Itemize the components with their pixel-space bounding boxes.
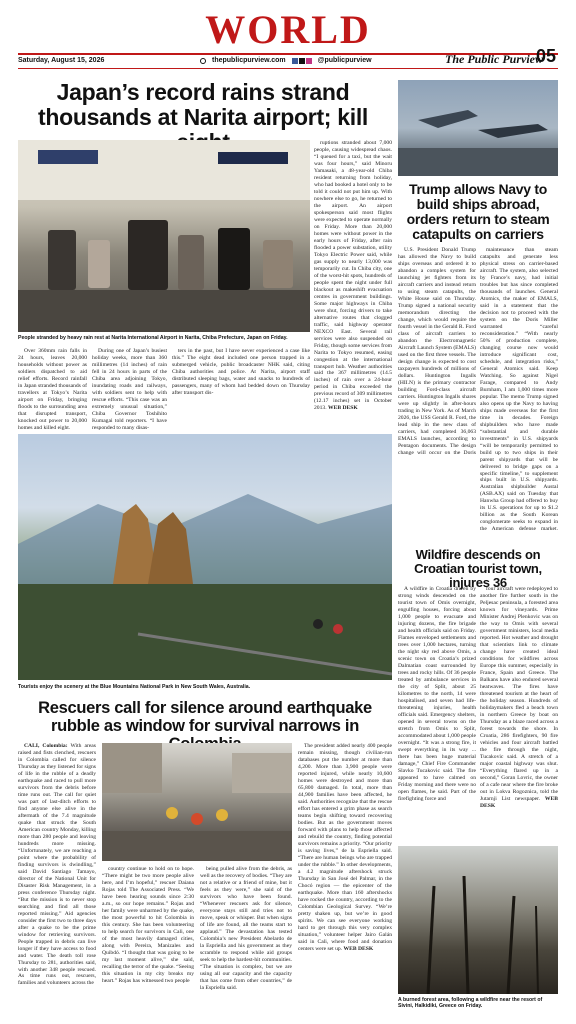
story4-col3-text: being pulled alive from the debris, as well as the recovery of bodies. “They are not a relative or a friend of mine, but it feels as they were,” she said of the survivors who have been found. “Whenever rescuers ask for silence, everyone stays still and tries not to move, speak or whisper. But when signs of life are found, all the teams start to applaud.” The devastation has tested Colombia’s new President Abelardo de la Espriella and his government as they scramble to respond while aid groups seek to help the hardest-hit communities. “The situation is complex, but we are using all our capacity and the capacity that has come from other countries,” de la Espriella said.	[200, 866, 292, 991]
fighter-jets-illustration	[398, 80, 558, 176]
story1-col3	[172, 348, 310, 430]
story3-signoff: WEB DESK	[480, 795, 558, 809]
story3-col2-text: four aircraft were redeployed to another fire further south in the Peljesac peninsula, a forested area known for vineyards. Prime Minister Andrej Plenkovic was on the way to Omis with several government ministers, local media reported. Hot weather and drought that scientists link to climate change have created ideal conditions for wildfires across Europe this summer, especially in France, Spain and Greece. The Balkans have also endured several heatwaves. The fires have threatened tourism at the heart of the holiday season. Hundreds of holidaymakers fled a beach town in northern Greece by boat on Thursday as a blaze raced across a forest towards the shore. In Croatia, 286 firefighters, 90 fire vehicles and four aircraft battled the fire through the night, Tucakovic said. A stretch of a major coastal highway was shut. “Everything flared up in a second,” Goran Lovric, the owner of a cafe near where the fire broke out in Lokva Rogoznica, told the Jutarnji List newspaper.	[480, 586, 558, 802]
story4-col4-text: The president added nearly 400 people remain missing, though civilian-run databases put the number at more than 4,200. More than 3,900 people were reported injured, while nearly 10,600 homes were destroyed and more than 65,800 damaged. In total, more than 44,900 families have been affected, he said. Authorities recognize that the rescue effort has entered a grim phase as search teams begin shifting toward recovering bodies. But as the government moves forward with plans to help those affected and rebuild the country, finding potential survivors remains a priority. “Our priority is saving lives,” de la Espriella said. “There are human beings who are trapped under the rubble.” In other developments, a 4.2 magnitude aftershock struck Thursday in San José del Palmar, in the Chocó region — the epicenter of the earthquake. More than 160 aftershocks have rocked the country, according to the Colombian Geological Survey. “We’re pretty shaken up, but we’re in good spirits. We can see everyone working hard to get through this very complex situation,” volunteer helper Jairo Galán said in Cali, where food and donation centers were set up.	[298, 743, 392, 952]
story1-headline: Japan’s record rains strand thousands at Narita airport; kill	[37, 79, 369, 130]
story1-caption: People stranded by heavy rain rest at Narita International Airport in Narita, Chiba Prefecture, Japan on Friday.	[18, 335, 288, 341]
story1-col4	[314, 140, 392, 430]
date-rule	[18, 68, 558, 69]
story2-col2-text: maintenance than steam catapults and generate less physical stress on carrier-based aircraft. The system, also selected by France’s navy, had initial troubles but has since completed thousands of launches. General Atomics, the maker of EMALS, said in a statement that the decision not to proceed with the system on the Doris Miller warranted “careful reconsideration.” “With nearly 50% of production complete, changing course now would introduce significant cost, schedule, and integration risks,” General Atomics said. Keep Watching. So against Nigel Farage, compared to Andy Burnham, I am 1,000 times more popular. The memo Trump signed also opens up the Navy to having ships made overseas for the first time in decades. Foreign shipbuilders who have made “substantial and durable investments” in U.S. shipyards “will be temporarily permitted to build up to two ships in their parent shipyards that will be delivered to bridge gaps on a specific timeline,” to supplement ships built in U.S. shipyards. Australian shipbuilder Austal (ASB.AX) said on Tuesday that Hanwha Group had offered to buy its U.S. operations for up to $1.2 billion as the South Korean conglomerate seeks to expand in the American defense market.	[480, 247, 558, 533]
story3-col1	[398, 586, 476, 840]
story4-headline: Rescuers call for silence around earthquake rubble as window for survival narrows in	[38, 699, 372, 735]
story2-col1-text: U.S. President Donald Trump has allowed the Navy to build ships overseas and ordered it to abandon a complex system for launching jet fighters from its aircraft carriers and instead return to using steam catapults, the White House said on Thursday. Trump signed a national security memorandum directing the change, which would require the fourth vessel in the Gerald R. Ford class of aircraft carriers to abandon the Electromagnetic Aircraft Launch System (EMALS) used on the first three vessels. The design change is expected to cost taxpayers hundreds of millions of dollars. Huntington Ingalls (HII.N) is the primary contractor building Ford-class aircraft carriers. Huntington Ingalls shares were up slightly in after-hours trading in New York. As of March 2026, the USS Gerald R. Ford, the lead ship in the new class of carriers, had completed 36,063 EMALS launches, according to Pentagon documents. The design change will occur on the Doris	[398, 247, 476, 456]
story4-col2-text: country continue to hold on to hope. “There might be two more people alive here, and I’m hopeful,” rescuer Daiana Rojas told The Associated Press. “We have been hearing sounds since 2:30 a.m., so our hope remains.” Rojas and her family were unharmed by the quake, the most powerful to hit Colombia in this century. She has been volunteering to help search for survivors in Cali, one of the most heavily damaged cities, along with Pereira, Manizales and Quibdó. “I thought that was going to be my last moment alive,” she said, recalling the terror of the quake. “Seeing this situation in my city breaks my heart.” Rojas has witnessed two people	[102, 866, 194, 984]
story2-col1	[398, 247, 476, 457]
story2-photo	[398, 80, 558, 176]
story2-col2	[480, 247, 558, 533]
globe-icon	[200, 58, 206, 64]
story1-col4-text: ruptions stranded about 7,000 people, causing widespread chaos. “I queued for a taxi, but the wait was four hours,” said Minoru Yamasaki, a 48-year-old Chiba resident returning from holiday, who had booked a hotel only to be told it could not put him up. With nowhere else to go, he returned to the airport. An airport spokesperson said most flights were expected to operate normally on Friday. More than 20,000 homes were without power in the early hours of Friday, after rain flooded a power substation, utility Tokyo Electric Power said, while gas supply to nearly 13,000 was temporarily cut. In Chiba city, one of the worst-hit spots, hundreds of people spent the night under full blackout as makeshift evacuation centres in government buildings. Some major highways in Chiba were shut, forcing drivers to take alternative routes that clogged traffic, said highway operator NEXCO East. Several rail services were also suspended on Friday, though some services from Narita to Tokyo resumed, easing congestion at the international transport hub. Weather authorities said the 367 millimetres (14.5 inches) of rain over a 24-hour period in Chiba exceeded the previous record of 309 millimetres (12.17 inches) set in October 2013.	[314, 140, 392, 412]
story4-dateline: CALI, Colombia:	[24, 743, 68, 749]
story3-photo	[398, 846, 558, 994]
social-handle: @publicpurview	[317, 57, 372, 64]
issue-date: Saturday, August 15, 2026	[18, 57, 105, 64]
rubble-rescue-illustration	[102, 743, 292, 861]
story1-photo	[18, 140, 310, 332]
masthead	[0, 0, 576, 52]
story4-col2	[102, 866, 194, 1021]
burned-forest-illustration	[398, 846, 558, 994]
website-link[interactable]: thepublicpurview.com	[212, 57, 286, 64]
story2-headline: Trump allows Navy to build ships abroad, orders return to steam catapults on carriers	[406, 181, 550, 243]
story1-col2	[92, 348, 167, 430]
story1-col1-text: Over 360mm rain falls in 24 hours, leaves 20,000 households without power as soldiers dispatched to aid relief efforts. Record rainfall in Japan stranded thousands of travellers at Tokyo’s Narita airport on Friday, bringing floods to the surrounding area that disrupted transport, knocked out power to 20,000 homes and killed eight.	[18, 348, 87, 430]
story3-caption: A burned forest area, following a wildfire near the resort of Sivini, Halkidiki, Greece on Friday.	[398, 997, 543, 1010]
page-number: 05	[536, 46, 557, 66]
story4-col4	[298, 743, 392, 1021]
story3-col1-text: A wildfire in Croatia driven by strong winds descended on the tourist town of Omis overnight, engulfing houses, forcing about 1,000 people to evacuate and injuring dozens, the fire brigade and health officials said on Friday. Flames enveloped settlements and trees over 1,000 hectares, turning the night sky red above Omis, a scenic town on Croatia’s prized Dalmatian coast surrounded by trees and rocky hills. Of 36 people treated by ambulance services in the city of Split, about 25 kilometres to the north, 14 were hospitalised, and seven had life-threatening injuries, health officials said. Emergency shelters, opened in several towns on the stretch from Omis to Split, accommodated about 1,000 people overnight. “It was a strong fire, it swept everything in its way ... there has been huge material damage,” Chief Fire Commander Slavko Tucakovic said. The fire appeared to have calmed on Friday morning and there were no open flames, he said. Part of the firefighting force and	[398, 586, 476, 802]
story4-col3	[200, 866, 292, 1021]
facebook-icon	[292, 58, 298, 64]
section-title: WORLD	[205, 7, 371, 52]
blue-mountains-caption: Tourists enjoy the scenery at the Blue Mountains National Park in New South Wales, Australia.	[18, 684, 251, 690]
twitter-icon	[299, 58, 305, 64]
story1-col2-text: During one of Japan’s busiest holiday weeks, more than 360 millimetres (14 inches) of rain fell in 24 hours in parts of the Chiba area adjoining Tokyo, inundating roads and railways, with soldiers sent to help with rescue efforts. “This case was an extremely unusual situation,” Chiba Governor Toshihito Kumagai told reporters. “I have responded to many disas-	[92, 348, 167, 430]
story4-signoff: WEB DESK	[343, 945, 374, 952]
story3-headline: Wildfire descends on Croatian tourist town, injures 36	[414, 547, 542, 591]
brand-name: The Public Purview	[445, 52, 543, 66]
social-icons	[292, 58, 312, 64]
story1-col1	[18, 348, 87, 430]
story3-col2	[480, 586, 558, 840]
instagram-icon	[306, 58, 312, 64]
mountain-scenery-illustration	[18, 434, 392, 680]
story4-col1-text: With areas raised and fists clenched, rescuers in Colombia called for silence Thursday as they listened for signs of life in the rubble of a deadly earthquake and raced to pull more survivors from the debris before time runs out. The call for quiet was part of last-ditch efforts to find anyone else alive in the aftermath of the 7.4 magnitude quake that struck the South American country Monday, killing more than 280 people and leaving hundreds more missing. “Unfortunately, we are reaching a point where the probability of finding survivors is dwindling,” said David Santiago Tamayo, director of the National Unit for Disaster Risk Management, in a press conference Thursday night. “But the mission is to never stop searching and find all those reported missing.” Aid agencies consider the first two to three days after a quake to be the prime window for retrieving survivors. People trapped in debris can live longer if they have access to food and water. The death toll rose Thursday to 281, authorities said, with another 348 people rescued. As time runs out, rescuers, families and volunteers across the	[18, 743, 96, 987]
blue-mountains-photo	[18, 434, 392, 680]
contact-strip	[200, 57, 372, 64]
story1-signoff: WEB DESK	[328, 405, 358, 412]
story4-photo	[102, 743, 292, 861]
story4-col1	[18, 743, 96, 1021]
story1-col3-text: ters in the past, but I have never experienced a case like this.” The eight dead included one person trapped in a submerged vehicle, public broadcaster NHK said, citing Chiba authorities and police. At Narita, airport staff distributed sleeping bags, water and snacks to hundreds of passengers, many of whom had bedded down on Thursday after transport dis-	[172, 348, 310, 396]
airport-crowd-illustration	[18, 140, 310, 332]
